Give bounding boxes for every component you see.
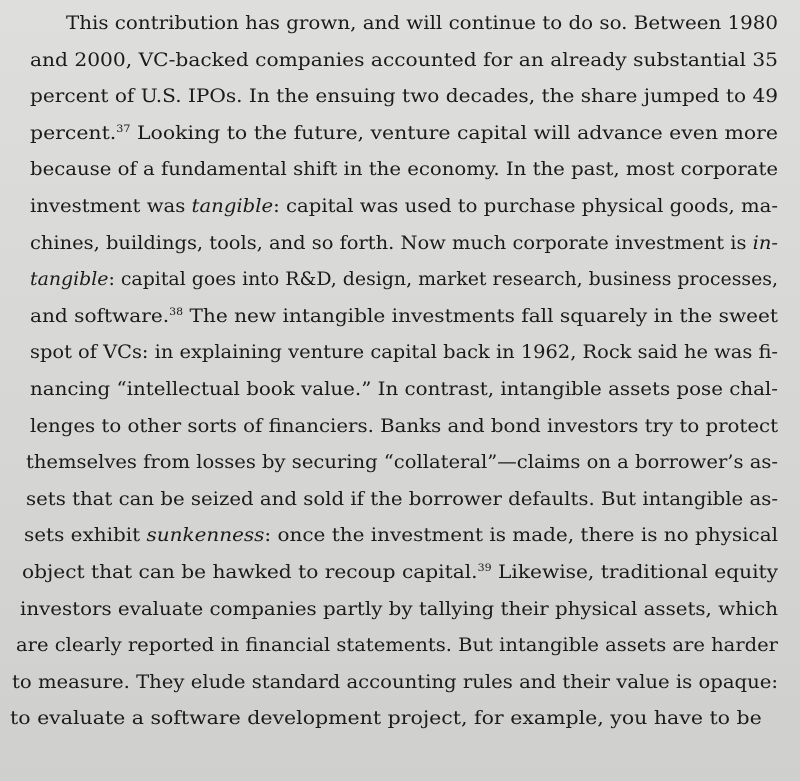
body-paragraph: [10, 6, 790, 738]
text-run: nancing “intellectual book value.” In contrast, intangible assets pose chal-: [30, 378, 778, 400]
footnote-marker: 39: [477, 562, 492, 574]
text-run: spot of VCs: in explaining venture capital back in 1962, Rock said he was fi-: [30, 342, 778, 364]
text-run: : capital was used to purchase physical goods, ma-: [273, 195, 779, 217]
text-run: and 2000, VC-backed companies accounted for an already substantial 35: [30, 49, 779, 71]
text-line: [9, 189, 800, 226]
text-run: to measure. They elude standard accounting rules and their value is opaque:: [12, 671, 778, 693]
text-run: : once the investment is made, there is no physical: [264, 525, 779, 547]
text-line: [9, 335, 800, 372]
text-line: [9, 555, 800, 592]
text-run: This contribution has grown, and will continue to do so. Between 1980: [66, 13, 779, 34]
text-run: sets exhibit: [24, 525, 147, 547]
text-run: investors evaluate companies partly by tallying their physical assets, which: [20, 598, 779, 620]
text-line: [8, 116, 800, 153]
text-run: to evaluate a software development project, for example, you have to be: [10, 708, 762, 730]
text-run: lenges to other sorts of financiers. Banks and bond investors try to protect: [30, 415, 779, 437]
text-run: Looking to the future, venture capital will advance even more: [130, 122, 779, 144]
text-run: object that can be hawked to recoup capital.: [22, 561, 478, 583]
text-line: [8, 299, 800, 336]
text-run: percent of U.S. IPOs. In the ensuing two decades, the share jumped to 49: [30, 86, 778, 108]
text-run: The new intangible investments fall squarely in the sweet: [183, 305, 779, 327]
text-run: investment was: [30, 195, 192, 217]
text-line: [10, 628, 800, 665]
text-line: [10, 665, 800, 702]
text-line: [10, 701, 800, 738]
text-run: : capital goes into R&D, design, market research, business processes,: [108, 269, 778, 291]
text-line: [5, 6, 800, 43]
text-line: [8, 409, 800, 446]
text-line: [9, 518, 800, 555]
text-run: percent.: [30, 122, 117, 144]
text-line: [8, 79, 800, 116]
text-line: [9, 262, 800, 299]
text-line: [8, 43, 800, 80]
text-line: [9, 482, 800, 519]
footnote-marker: 38: [169, 306, 184, 318]
text-line: [9, 445, 800, 482]
text-line: [9, 592, 800, 629]
text-run: Likewise, traditional equity: [491, 561, 779, 583]
text-run: chines, buildings, tools, and so forth. Now much corporate investment is: [30, 232, 753, 254]
emphasis-text: tangible: [30, 269, 109, 291]
emphasis-text: tangible: [191, 195, 274, 217]
text-run: themselves from losses by securing “collateral”—claims on a borrower’s as-: [26, 452, 779, 474]
text-line: [8, 372, 800, 409]
text-line: [8, 152, 800, 189]
text-run: sets that can be seized and sold if the borrower defaults. But intangible as-: [26, 488, 779, 510]
text-run: because of a fundamental shift in the economy. In the past, most corporate: [30, 159, 779, 181]
emphasis-text: sunkenness: [146, 525, 265, 547]
footnote-marker: 37: [116, 123, 131, 135]
text-run: are clearly reported in financial statements. But intangible assets are harder: [16, 635, 779, 657]
text-run: and software.: [30, 305, 170, 327]
text-line: [9, 226, 800, 263]
emphasis-text: in-: [752, 232, 778, 254]
